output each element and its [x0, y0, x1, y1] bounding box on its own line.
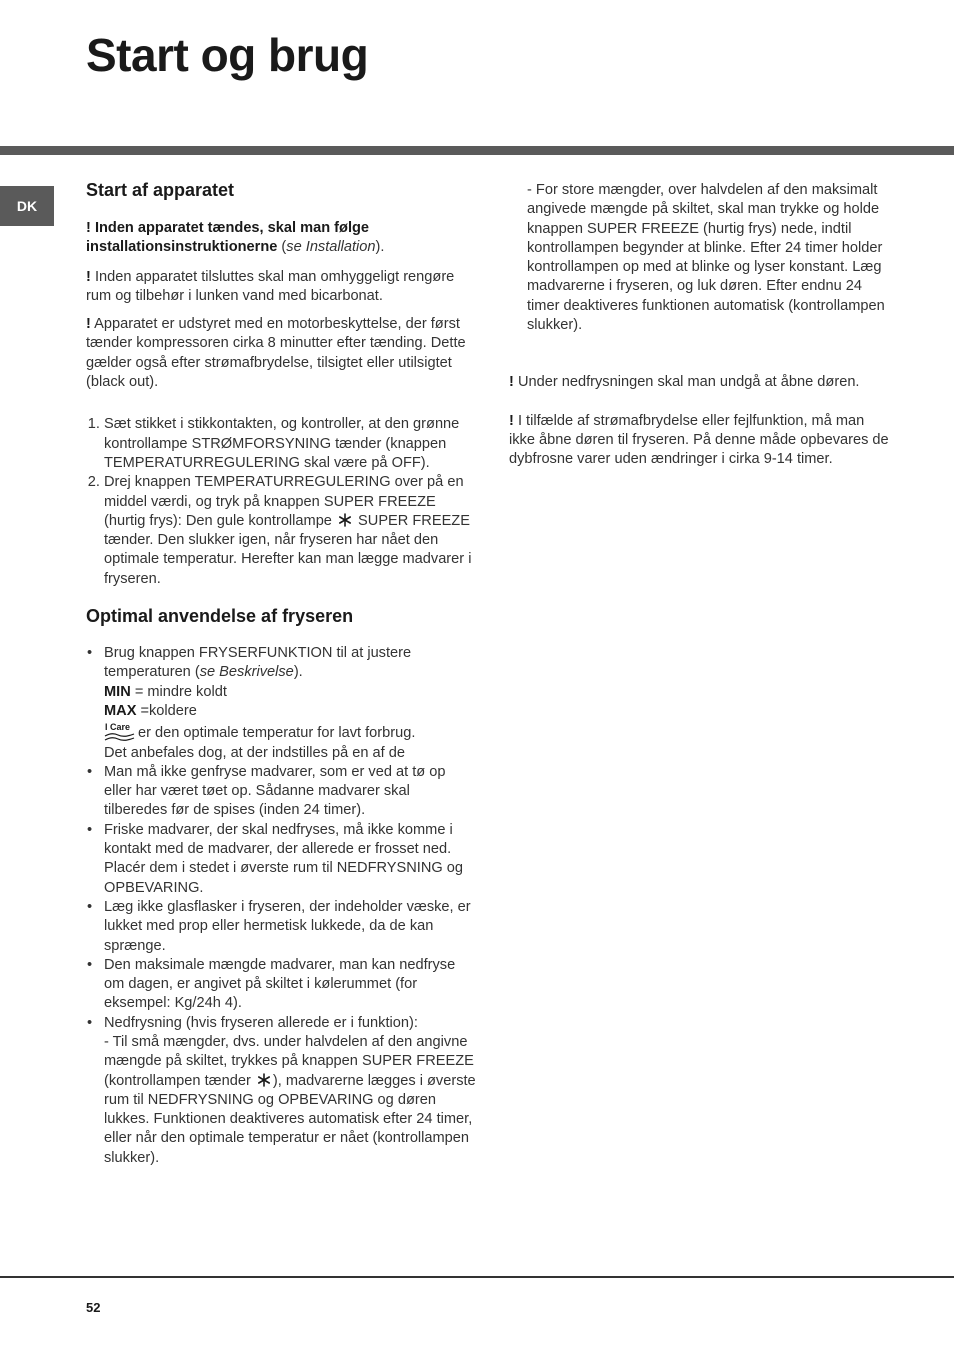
- warning-ref-close: ).: [375, 239, 385, 256]
- list-item: [104, 821, 476, 898]
- section-heading-start: Start af apparatet: [86, 180, 235, 200]
- bullet-1-text: Brug knappen FRYSERFUNKTION til at justere temperaturen (: [104, 645, 412, 681]
- max-text: =koldere: [136, 702, 197, 719]
- warning-mark: !: [509, 374, 514, 391]
- page-title: Start og brug: [86, 29, 369, 81]
- page-number: 52: [86, 1300, 101, 1315]
- max-label: MAX: [104, 702, 137, 719]
- snowflake-icon: [338, 513, 352, 527]
- warning-mark: !: [509, 412, 514, 429]
- warning-installation-text: Inden apparatet tændes, skal man følge installationsinstruktionerne: [86, 220, 370, 256]
- list-item: [104, 644, 476, 763]
- footer-divider: [0, 1276, 954, 1278]
- installation-reference: se Installation: [286, 239, 376, 256]
- large-quantities-text: - For store mængder, over halvdelen af den maksimalt angivede mængde på skiltet, skal man trykke og holde knappen SUPER FREEZE (hurtig frys) nede, indtil kontrollampen begynder at blinke. Efter 24 timer holder kontrollampen op med at blinke og lyser konstant. Læg madvarerne i fryseren, og luk døren. Efter endnu 24 timer deaktiveres funktionen automatisk (kontrollampen slukker).: [527, 182, 885, 334]
- bullet-6-small-text-a: - Til små mængder, dvs. under halvdelen af den angivne mængde på skiltet, trykkes på knappen SUPER FREEZE (kontrollampen tænder: [104, 1033, 474, 1089]
- section-heading-optimal: Optimal anvendelse af fryseren: [86, 606, 354, 627]
- min-label: MIN: [104, 683, 131, 700]
- warning-motor-text: Apparatet er udstyret med en motorbeskyttelse, der først tænder kompressoren cirka 8 minutter efter tænding. Dette gælder også efter strømafbrydelse, tilsigtet eller utilsigtet (black out).: [86, 316, 466, 391]
- bullet-1-close: ).: [293, 664, 303, 681]
- start-step-1-text: Sæt stikket i stikkontakten, og kontroller, at den grønne kontrollampe STRØMFORSYNING tænder (knappen TEMPERATURREGULERING skal være på OFF).: [104, 416, 460, 471]
- bullet-6-small-text-b: ), madvarerne lægges i øverste rum til NEDFRYSNING og OPBEVARING og døren lukkes. Funktionen deaktiveres automatisk efter 24 timer, eller når den optimale temperatur er nået (kontrollampen slukker).: [104, 1072, 476, 1166]
- bullet-6-intro: Nedfrysning (hvis fryseren allerede er i funktion):: [104, 1014, 418, 1031]
- start-step-2-text-a: Drej knappen TEMPERATURREGULERING over på en middel værdi, og tryk på knappen SUPER FREEZE (hurtig frys): Den gule kontrollampe: [104, 474, 464, 529]
- start-steps-list: [86, 415, 476, 589]
- warning-power-text: I tilfælde af strømafbrydelse eller fejlfunktion, må man ikke åbne døren til fryseren. På denne måde opbevares de dybfrosne varer uden ændringer i cirka 9-14 timer.: [509, 412, 889, 468]
- warning-ref-open: (: [277, 239, 287, 256]
- snowflake-icon: [257, 1073, 271, 1087]
- right-column: [509, 181, 894, 470]
- optimal-use-list: [86, 644, 476, 1168]
- warning-mark: !: [86, 268, 91, 285]
- warning-power-failure: [509, 412, 894, 470]
- warning-mark: !: [86, 220, 91, 236]
- icare-text: er den optimale temperatur for lavt forbrug.: [138, 725, 416, 742]
- bullet-3-text: Friske madvarer, der skal nedfryses, må ikke komme i kontakt med de madvarer, der allerede er frosset ned. Placér dem i stedet i øverste rum til NEDFRYSNING og OPBEVARING.: [104, 821, 464, 896]
- warning-motor-protection: [86, 315, 476, 392]
- warning-installation: [86, 219, 476, 258]
- warning-mark: !: [86, 316, 91, 333]
- warning-cleaning-text: Inden apparatet tilsluttes skal man omhyggeligt rengøre rum og tilbehør i lunken vand med bicarbonat.: [86, 268, 455, 304]
- warning-cleaning: [86, 268, 476, 307]
- header-divider-bar: [0, 146, 954, 155]
- start-step-2: [104, 473, 476, 589]
- list-item: [104, 898, 476, 956]
- left-column: [86, 178, 476, 1168]
- list-item: [104, 956, 476, 1014]
- language-tab: DK: [0, 186, 54, 226]
- icare-icon: [104, 721, 136, 743]
- bullet-5-text: Den maksimale mængde madvarer, man kan nedfryse om dagen, er angivet på skiltet i kølerummet (for eksempel: Kg/24h 4).: [104, 956, 456, 1012]
- list-item: [104, 763, 476, 821]
- start-step-2-text-b: SUPER FREEZE tænder. Den slukker igen, når fryseren har nået den optimale temperatur. Herefter kan man lægge madvarer i fryseren.: [104, 512, 472, 587]
- bullet-4-text: Læg ikke glasflasker i fryseren, der indeholder væske, er lukket med prop eller hermetisk lukkede, da de kan sprænge.: [104, 898, 471, 954]
- warning-door-text: Under nedfrysningen skal man undgå at åbne døren.: [517, 374, 860, 391]
- description-reference: se Beskrivelse: [199, 664, 294, 681]
- min-text: = mindre koldt: [130, 683, 227, 700]
- list-item: [104, 1014, 476, 1168]
- start-step-1: [104, 415, 476, 473]
- svg-text:I Care: I Care: [105, 722, 131, 733]
- warning-door: [509, 373, 894, 392]
- icare-text-2: Det anbefales dog, at der indstilles på en af de: [104, 744, 405, 761]
- bullet-2-text: Man må ikke genfryse madvarer, som er ved at tø op eller har været tøet op. Sådanne madvarer skal tilberedes før de spises (inden 24 timer).: [104, 763, 446, 819]
